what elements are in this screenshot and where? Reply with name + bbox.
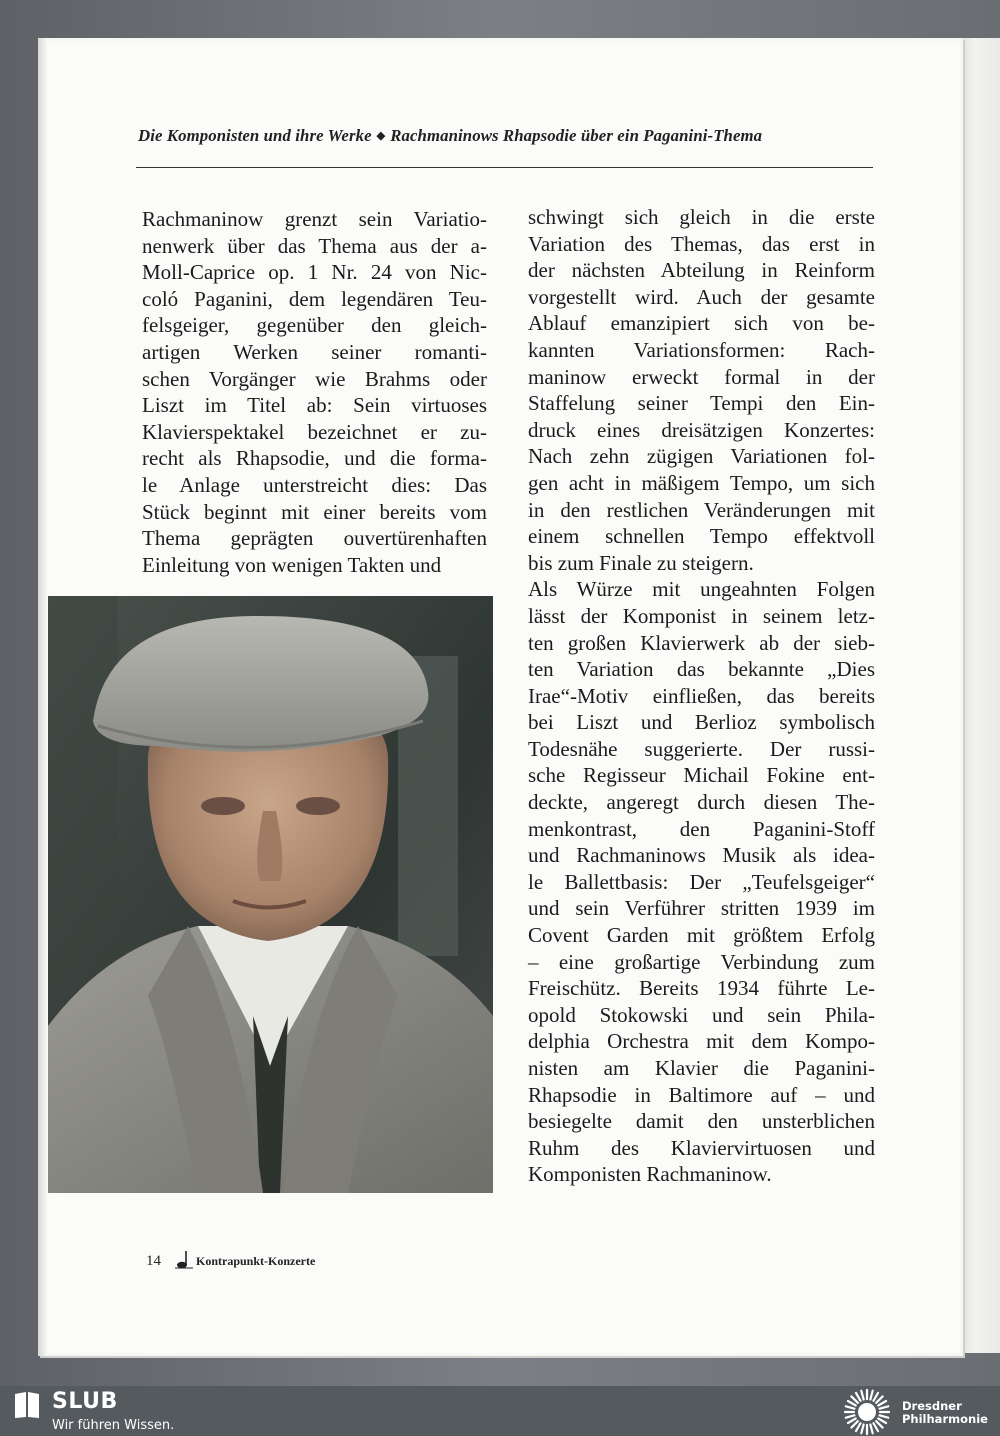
text-line: felsgeiger, gegenüber den gleich- xyxy=(142,313,487,338)
text-line: coló Paganini, dem legendären Teu- xyxy=(142,286,487,311)
text-line: Rachmaninow grenzt sein Variatio- xyxy=(142,207,487,231)
sunburst-ray xyxy=(851,1421,857,1427)
sunburst-ray xyxy=(878,1401,886,1406)
text-line: le Ballettbasis: Der „Teufelsgeiger“ xyxy=(528,869,875,894)
text-line: Rhapsodie in Baltimore auf – und xyxy=(528,1082,875,1107)
text-line: Liszt im Titel ab: Sein virtuoses xyxy=(142,393,487,418)
text-line: Einleitung von wenigen Takten und xyxy=(142,552,442,577)
text-line: Als Würze mit ungeahnten Folgen xyxy=(528,577,875,602)
note-icon xyxy=(173,1250,195,1270)
text-line: druck eines dreisätzigen Konzertes: xyxy=(528,417,875,442)
text-line: nenwerk über das Thema aus der a- xyxy=(142,233,487,258)
book-page xyxy=(38,38,963,1356)
text-line: und Rachmaninows Musik als idea- xyxy=(528,843,875,868)
text-line: in den restlichen Veränderungen mit xyxy=(528,497,875,522)
partner-name xyxy=(902,1400,988,1426)
text-line: kannten Variationsformen: Rach- xyxy=(528,337,875,362)
text-line: – eine großartige Verbindung zum xyxy=(528,949,875,974)
text-line: Irae“-Motiv einfließen, das bereits xyxy=(528,683,875,708)
sunburst-ray xyxy=(846,1406,855,1408)
text-line: bei Liszt und Berlioz symbolisch xyxy=(528,710,875,735)
left-text-column xyxy=(142,206,487,578)
text-line: Klavierspektakel bezeichnet er zu- xyxy=(142,419,487,444)
text-line: ten Variation das bekannte „Dies xyxy=(528,657,875,682)
running-head-separator: ◆ xyxy=(376,130,386,142)
text-line: gen acht in mäßigem Tempo, um sich xyxy=(528,470,875,495)
text-line: deckte, angeregt durch diesen The- xyxy=(528,790,875,815)
text-line: schen Vorgänger wie Brahms oder xyxy=(142,366,487,391)
text-line: einem schnellen Tempo effektvoll xyxy=(528,524,875,549)
text-line: artigen Werken seiner romanti- xyxy=(142,339,487,364)
sunburst-ray xyxy=(870,1391,872,1400)
text-line: Todesnähe suggerierte. Der russi- xyxy=(528,736,875,761)
text-line: delphia Orchestra mit dem Kompo- xyxy=(528,1029,875,1054)
text-line: schwingt sich gleich in die erste xyxy=(528,205,875,229)
text-line: lässt der Komponist in seinem letz- xyxy=(528,603,875,628)
text-line: besiegelte damit den unsterblichen xyxy=(528,1109,875,1134)
header-rule xyxy=(136,167,873,168)
sunburst-ray xyxy=(851,1396,857,1402)
running-head xyxy=(138,126,878,146)
text-line: Komponisten Rachmaninow. xyxy=(528,1162,772,1187)
sunburst-ray xyxy=(870,1425,872,1434)
publication-name: Kontrapunkt-Konzerte xyxy=(196,1254,316,1268)
text-line: Nach zehn zügigen Variationen fol- xyxy=(528,444,875,469)
sunburst-ray xyxy=(876,1396,882,1402)
text-line: recht als Rhapsodie, und die forma- xyxy=(142,446,487,471)
sunburst-logo xyxy=(842,1388,892,1436)
text-line: Ruhm des Klaviervirtuosen und xyxy=(528,1135,875,1160)
sunburst-ray xyxy=(874,1393,879,1401)
sunburst-ray xyxy=(856,1393,861,1401)
sunburst-ray xyxy=(880,1406,889,1408)
slub-tagline: Wir führen Wissen. xyxy=(52,1418,175,1433)
text-line: nisten am Klavier die Paganini- xyxy=(528,1056,875,1080)
text-line: Moll-Caprice op. 1 Nr. 24 von Nic- xyxy=(142,260,487,285)
text-line: Stück beginnt mit einer bereits vom xyxy=(142,499,487,524)
text-line: und sein Verführer stritten 1939 im xyxy=(528,896,875,921)
text-line: Staffelung seiner Tempi den Ein- xyxy=(528,391,875,416)
text-line: le Anlage unterstreicht dies: Das xyxy=(142,472,487,497)
sunburst-ray xyxy=(878,1419,886,1424)
running-head-title: Rachmaninows Rhapsodie über ein Paganini-Thema xyxy=(390,126,763,145)
partner-name-line1: Dresdner xyxy=(902,1399,962,1413)
page-number: 14 xyxy=(146,1253,161,1269)
text-line: Thema geprägten ouvertürenhaften xyxy=(142,526,487,551)
text-line: Ablauf emanzipiert sich von be- xyxy=(528,311,875,336)
sunburst-ray xyxy=(848,1401,856,1406)
text-line: menkontrast, den Paganini-Stoff xyxy=(528,816,875,841)
sunburst-ray xyxy=(861,1425,863,1434)
slub-name: SLUB xyxy=(52,1389,118,1414)
text-line: sche Regisseur Michail Fokine ent- xyxy=(528,763,875,788)
text-line: maninow erweckt formal in der xyxy=(528,364,875,389)
text-line: der nächsten Abteilung in Reinform xyxy=(528,258,875,283)
sunburst-ray xyxy=(880,1415,889,1417)
sunburst-ray xyxy=(846,1415,855,1417)
portrait-illustration xyxy=(48,596,493,1193)
portrait-photo xyxy=(48,596,493,1193)
book-icon xyxy=(12,1390,42,1420)
running-head-section: Die Komponisten und ihre Werke xyxy=(138,126,372,145)
sunburst-ray xyxy=(848,1419,856,1424)
partner-name-line2: Philharmonie xyxy=(902,1412,988,1426)
text-line: Variation des Themas, das erst in xyxy=(528,231,875,256)
sunburst-ray xyxy=(856,1423,861,1431)
text-line: ten großen Klavierwerk ab der sieb- xyxy=(528,630,875,655)
text-line: opold Stokowski und sein Phila- xyxy=(528,1002,875,1027)
right-text-column xyxy=(528,204,875,1188)
text-line: Freischütz. Bereits 1934 führte Le- xyxy=(528,976,875,1001)
text-line: bis zum Finale zu steigern. xyxy=(528,550,754,575)
sunburst-ray xyxy=(876,1421,882,1427)
sunburst-ray xyxy=(874,1423,879,1431)
sunburst-ray xyxy=(861,1391,863,1400)
text-line: Covent Garden mit größtem Erfolg xyxy=(528,923,875,948)
text-line: vorgestellt wird. Auch der gesamte xyxy=(528,284,875,309)
